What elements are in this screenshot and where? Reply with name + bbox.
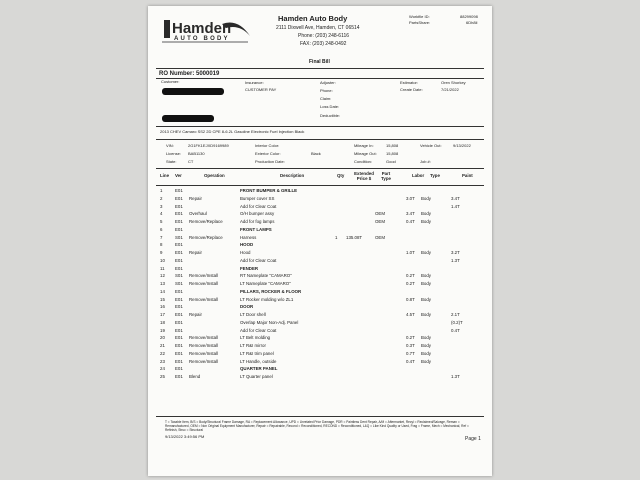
cell-line: 15 bbox=[160, 296, 165, 302]
header-qty: Qty bbox=[337, 173, 345, 178]
cell-version: E01 bbox=[175, 304, 183, 310]
cell-line: 10 bbox=[160, 257, 165, 263]
table-section-row bbox=[156, 365, 484, 373]
cell-version: E01 bbox=[175, 343, 183, 348]
cell-version: E01 bbox=[175, 366, 183, 372]
cell-line: 25 bbox=[160, 374, 165, 379]
mileage-out-value: 15,808 bbox=[386, 151, 399, 156]
cell-version: E01 bbox=[175, 335, 183, 341]
table-row bbox=[156, 319, 484, 327]
table-row bbox=[156, 249, 484, 257]
shop-phone: Phone: (203) 248-6116 bbox=[298, 33, 350, 39]
cell-labor-type: Body bbox=[421, 358, 432, 364]
cell-line: 23 bbox=[160, 358, 165, 364]
state-value: CT bbox=[188, 159, 194, 164]
divider bbox=[156, 126, 484, 127]
cell-description: Add for Clear Coat bbox=[240, 203, 277, 209]
phone-label: Phone: bbox=[320, 88, 333, 93]
cell-description: HOOD bbox=[240, 242, 254, 248]
cell-operation: Remove/Replace bbox=[189, 234, 223, 240]
logo-wordmark: Hamden bbox=[172, 20, 232, 37]
cell-operation: Remove/Install bbox=[189, 335, 219, 341]
cell-labor: 1.0T bbox=[406, 250, 415, 255]
table-section-row bbox=[156, 303, 484, 311]
cell-version: E01 bbox=[175, 188, 183, 193]
mileage-in-label: Mileage In: bbox=[354, 143, 374, 148]
cell-description: Add for Clear Coat bbox=[240, 257, 277, 263]
table-section-row bbox=[156, 288, 484, 296]
divider bbox=[156, 168, 484, 169]
table-section-row bbox=[156, 241, 484, 249]
redacted-customer-address bbox=[162, 115, 214, 122]
table-row bbox=[156, 203, 484, 211]
partsshare-label: PartsShare: bbox=[409, 20, 431, 25]
vehicle-description: 2013 CHEV Camaro SS2 2D CPE 8-6.2L Gasoline Electronic Fuel Injection Black bbox=[160, 129, 305, 134]
table-row bbox=[156, 311, 484, 319]
claim-label: Claim: bbox=[320, 96, 332, 101]
cell-version: E01 bbox=[175, 242, 183, 248]
cell-labor: 0.8T bbox=[406, 296, 415, 302]
cell-description: LT R&I mirror bbox=[240, 343, 266, 348]
cell-labor: 0.4T bbox=[406, 219, 415, 224]
cell-line: 13 bbox=[160, 281, 165, 286]
cell-operation: Repair bbox=[189, 312, 202, 317]
cell-version: E01 bbox=[175, 296, 183, 302]
cell-operation: Remove/Install bbox=[189, 296, 219, 302]
cell-operation: Overhaul bbox=[189, 211, 207, 217]
license-label: License: bbox=[166, 151, 181, 156]
cell-line: 12 bbox=[160, 273, 165, 279]
vin-label: VIN: bbox=[166, 143, 174, 148]
table-row bbox=[156, 327, 484, 335]
cell-paint: 1.4T bbox=[451, 203, 460, 209]
cell-description: Add for Clear Coat bbox=[240, 327, 277, 333]
cell-version: E01 bbox=[175, 374, 183, 379]
document-title: Final Bill bbox=[309, 59, 330, 65]
table-row bbox=[156, 373, 484, 381]
cell-line: 21 bbox=[160, 343, 165, 348]
shop-address: 2111 Dixwell Ave, Hamden, CT 06514 bbox=[276, 25, 360, 31]
cell-labor-type: Body bbox=[421, 335, 432, 341]
divider bbox=[156, 185, 484, 186]
partsshare-value: 6Dh8il bbox=[466, 20, 478, 25]
table-section-row bbox=[156, 265, 484, 273]
cell-line: 14 bbox=[160, 288, 165, 294]
redacted-customer-name bbox=[162, 88, 224, 95]
table-row bbox=[156, 334, 484, 342]
table-row bbox=[156, 257, 484, 265]
cell-labor: 3.4T bbox=[406, 211, 415, 217]
production-date-label: Production Date: bbox=[255, 159, 285, 164]
cell-description: Bumper cover SS bbox=[240, 195, 275, 201]
table-row bbox=[156, 234, 484, 242]
cell-labor: 4.5T bbox=[406, 312, 415, 317]
divider bbox=[156, 78, 484, 79]
cell-description: LT Rocker molding w/o ZL1 bbox=[240, 296, 294, 302]
license-value: BAB1130 bbox=[188, 151, 205, 156]
cell-part-type: OEM bbox=[375, 234, 386, 240]
cell-version: E01 bbox=[175, 350, 183, 356]
estimator-label: Estimator: bbox=[400, 80, 419, 85]
cell-part-type: OEM bbox=[375, 211, 386, 217]
customer-label: Customer: bbox=[161, 79, 180, 84]
header-operation: Operation bbox=[204, 173, 225, 178]
cell-paint: 3.4T bbox=[451, 195, 460, 201]
cell-operation: Remove/Replace bbox=[189, 219, 223, 224]
cell-version: S01 bbox=[175, 281, 183, 286]
condition-label: Condition: bbox=[354, 159, 373, 164]
divider bbox=[156, 416, 484, 417]
logo-subtitle: AUTO BODY bbox=[174, 36, 230, 42]
cell-description: RT Nameplate "CAMARO" bbox=[240, 273, 292, 279]
header-description: Description bbox=[280, 173, 305, 178]
cell-description: LT Door shell bbox=[240, 312, 266, 317]
shop-name: Hamden Auto Body bbox=[278, 14, 348, 23]
interior-color-label: Interior Color: bbox=[255, 143, 280, 148]
cell-line: 11 bbox=[160, 265, 165, 271]
cell-description: Add for fog lamps bbox=[240, 219, 275, 224]
table-row bbox=[156, 358, 484, 366]
cell-version: E01 bbox=[175, 265, 183, 271]
cell-line: 4 bbox=[160, 211, 163, 217]
cell-description: FRONT BUMPER & GRILLE bbox=[240, 188, 298, 193]
table-row bbox=[156, 350, 484, 358]
table-row bbox=[156, 195, 484, 203]
cell-version: E01 bbox=[175, 327, 183, 333]
cell-description: LT Quarter panel bbox=[240, 374, 273, 379]
cell-qty: 1 bbox=[335, 234, 338, 240]
cell-labor-type: Body bbox=[421, 296, 432, 302]
cell-description: FENDER bbox=[240, 265, 259, 271]
vehicle-out-value: 9/13/2022 bbox=[453, 143, 471, 148]
cell-operation: Blend bbox=[189, 374, 201, 379]
cell-labor: 3.0T bbox=[406, 195, 415, 201]
cell-labor: 0.2T bbox=[406, 273, 415, 279]
cell-description: Hood bbox=[240, 250, 251, 255]
table-section-row bbox=[156, 187, 484, 195]
table-header bbox=[156, 170, 484, 184]
cell-paint: 2.1T bbox=[451, 312, 460, 317]
cell-description: Harness bbox=[240, 234, 257, 240]
cell-description: LT Nameplate "CAMARO" bbox=[240, 281, 291, 286]
insurance-value: CUSTOMER PAY bbox=[245, 87, 277, 92]
cell-paint: (0.2)T bbox=[451, 319, 463, 325]
header-paint: Paint bbox=[462, 173, 473, 178]
cell-version: E01 bbox=[175, 250, 183, 255]
cell-line: 19 bbox=[160, 327, 165, 333]
cell-labor: 0.4T bbox=[406, 358, 415, 364]
cell-labor: 0.2T bbox=[406, 281, 415, 286]
table-row bbox=[156, 210, 484, 218]
cell-line: 16 bbox=[160, 304, 165, 310]
cell-part-type: OEM bbox=[375, 219, 386, 224]
workfile-label: Workfile ID: bbox=[409, 14, 430, 19]
condition-value: Good bbox=[386, 159, 396, 164]
cell-version: E01 bbox=[175, 203, 183, 209]
cell-labor-type: Body bbox=[421, 343, 432, 348]
print-timestamp: 9/13/2022 3:49:56 PM bbox=[165, 434, 205, 439]
cell-description: O/H bumper assy bbox=[240, 211, 275, 217]
cell-line: 1 bbox=[160, 188, 163, 193]
header-part-type: Part Type bbox=[381, 171, 391, 182]
cell-labor: 0.3T bbox=[406, 343, 415, 348]
cell-line: 6 bbox=[160, 226, 163, 232]
mileage-in-value: 15,808 bbox=[386, 143, 399, 148]
exterior-color-value: Black bbox=[311, 151, 321, 156]
divider bbox=[156, 139, 484, 140]
cell-price: 135.08T bbox=[346, 234, 363, 240]
cell-description: LT R&I trim panel bbox=[240, 350, 274, 356]
cell-version: E01 bbox=[175, 257, 183, 263]
cell-labor-type: Body bbox=[421, 219, 432, 224]
cell-labor-type: Body bbox=[421, 312, 432, 317]
cell-operation: Remove/Install bbox=[189, 281, 219, 286]
cell-line: 17 bbox=[160, 312, 165, 317]
page-number: Page 1 bbox=[465, 436, 481, 442]
cell-operation: Repair bbox=[189, 195, 202, 201]
cell-description: PILLARS, ROCKER & FLOOR bbox=[240, 288, 302, 294]
cell-version: S01 bbox=[175, 273, 183, 279]
cell-version: E01 bbox=[175, 319, 183, 325]
adjuster-label: Adjuster: bbox=[320, 80, 336, 85]
vin-value: 2G1FK1EJXD9169989 bbox=[188, 143, 229, 148]
cell-line: 20 bbox=[160, 335, 165, 341]
cell-operation: Repair bbox=[189, 250, 202, 255]
exterior-color-label: Exterior Color: bbox=[255, 151, 281, 156]
cell-labor-type: Body bbox=[421, 281, 432, 286]
workfile-value: 88299098 bbox=[460, 14, 478, 19]
cell-labor-type: Body bbox=[421, 273, 432, 279]
cell-paint: 0.4T bbox=[451, 327, 460, 333]
estimate-table bbox=[148, 187, 492, 387]
cell-labor-type: Body bbox=[421, 350, 432, 356]
cell-labor-type: Body bbox=[421, 250, 432, 255]
cell-description: LT Handle, outside bbox=[240, 358, 277, 364]
cell-version: E01 bbox=[175, 358, 183, 364]
header-labor-type: Type bbox=[430, 173, 440, 178]
header-ver: Ver bbox=[175, 173, 182, 178]
cell-version: E01 bbox=[175, 312, 183, 317]
mileage-out-label: Mileage Out: bbox=[354, 151, 377, 156]
table-row bbox=[156, 218, 484, 226]
table-row bbox=[156, 272, 484, 280]
cell-version: E01 bbox=[175, 219, 183, 224]
ro-number: RO Number: 5000019 bbox=[159, 71, 220, 77]
cell-version: E01 bbox=[175, 288, 183, 294]
vehicle-out-label: Vehicle Out: bbox=[420, 143, 442, 148]
cell-paint: 1.3T bbox=[451, 374, 460, 379]
header-line: Line bbox=[160, 173, 170, 178]
cell-line: 2 bbox=[160, 195, 163, 201]
shop-fax: FAX: (203) 248-0492 bbox=[300, 41, 347, 47]
legend-text: T = Taxable Item, B/S = Body/Structural Frame Damage, RA = Replacement Allowance, UPD = Unrelated Prior Damage, PDR = Paintless Dent Repair, A/M = Aftermarket, Recyl = Reclaimed/Salvage, Reman = Remanufactured, OEM = Non Original Equipment Manufacturer, Repair = Repairable, Recond = Reconditioned, RECOND = Reconditioned, L&Q = Like Kind Quality or Used, Frag = Frame, Mech = Mechanical, Ref = Refinish, Struc = Structural bbox=[165, 420, 469, 433]
header-labor: Labor bbox=[412, 173, 425, 178]
document-page bbox=[148, 6, 492, 476]
cell-line: 9 bbox=[160, 250, 163, 255]
cell-description: Overlap Major Non-Adj. Panel bbox=[240, 319, 299, 325]
table-section-row bbox=[156, 226, 484, 234]
cell-line: 3 bbox=[160, 203, 163, 209]
cell-operation: Remove/Install bbox=[189, 343, 219, 348]
cell-version: S01 bbox=[175, 234, 183, 240]
cell-description: QUARTER PANEL bbox=[240, 366, 278, 372]
insurance-label: Insurance: bbox=[245, 80, 264, 85]
cell-version: E01 bbox=[175, 226, 183, 232]
cell-labor: 0.7T bbox=[406, 350, 415, 356]
estimator-value: Oren Shorkey bbox=[441, 80, 466, 85]
cell-paint: 3.2T bbox=[451, 250, 460, 255]
cell-line: 24 bbox=[160, 366, 165, 372]
cell-line: 18 bbox=[160, 319, 165, 325]
job-label: Job #: bbox=[420, 159, 431, 164]
state-label: State: bbox=[166, 159, 177, 164]
cell-labor-type: Body bbox=[421, 195, 432, 201]
loss-date-label: Loss Date: bbox=[320, 104, 340, 109]
cell-operation: Remove/Install bbox=[189, 350, 219, 356]
cell-labor: 0.2T bbox=[406, 335, 415, 341]
divider bbox=[156, 68, 484, 69]
cell-description: LT Belt molding bbox=[240, 335, 271, 341]
cell-paint: 1.3T bbox=[451, 257, 460, 263]
cell-line: 8 bbox=[160, 242, 163, 248]
cell-line: 22 bbox=[160, 350, 165, 356]
cell-line: 7 bbox=[160, 234, 163, 240]
create-date-value: 7/21/2022 bbox=[441, 87, 459, 92]
cell-operation: Remove/Install bbox=[189, 273, 219, 279]
cell-description: DOOR bbox=[240, 304, 254, 310]
cell-version: E01 bbox=[175, 195, 183, 201]
cell-version: E01 bbox=[175, 211, 183, 217]
table-row bbox=[156, 296, 484, 304]
cell-line: 5 bbox=[160, 219, 163, 224]
table-row bbox=[156, 280, 484, 288]
cell-description: FRONT LAMPS bbox=[240, 226, 272, 232]
header-price: Extended Price $ bbox=[354, 171, 374, 182]
cell-labor-type: Body bbox=[421, 211, 432, 217]
cell-operation: Remove/Install bbox=[189, 358, 219, 364]
deductible-label: Deductible: bbox=[320, 113, 341, 118]
shop-logo bbox=[160, 16, 252, 48]
table-row bbox=[156, 342, 484, 350]
create-date-label: Create Date: bbox=[400, 87, 423, 92]
